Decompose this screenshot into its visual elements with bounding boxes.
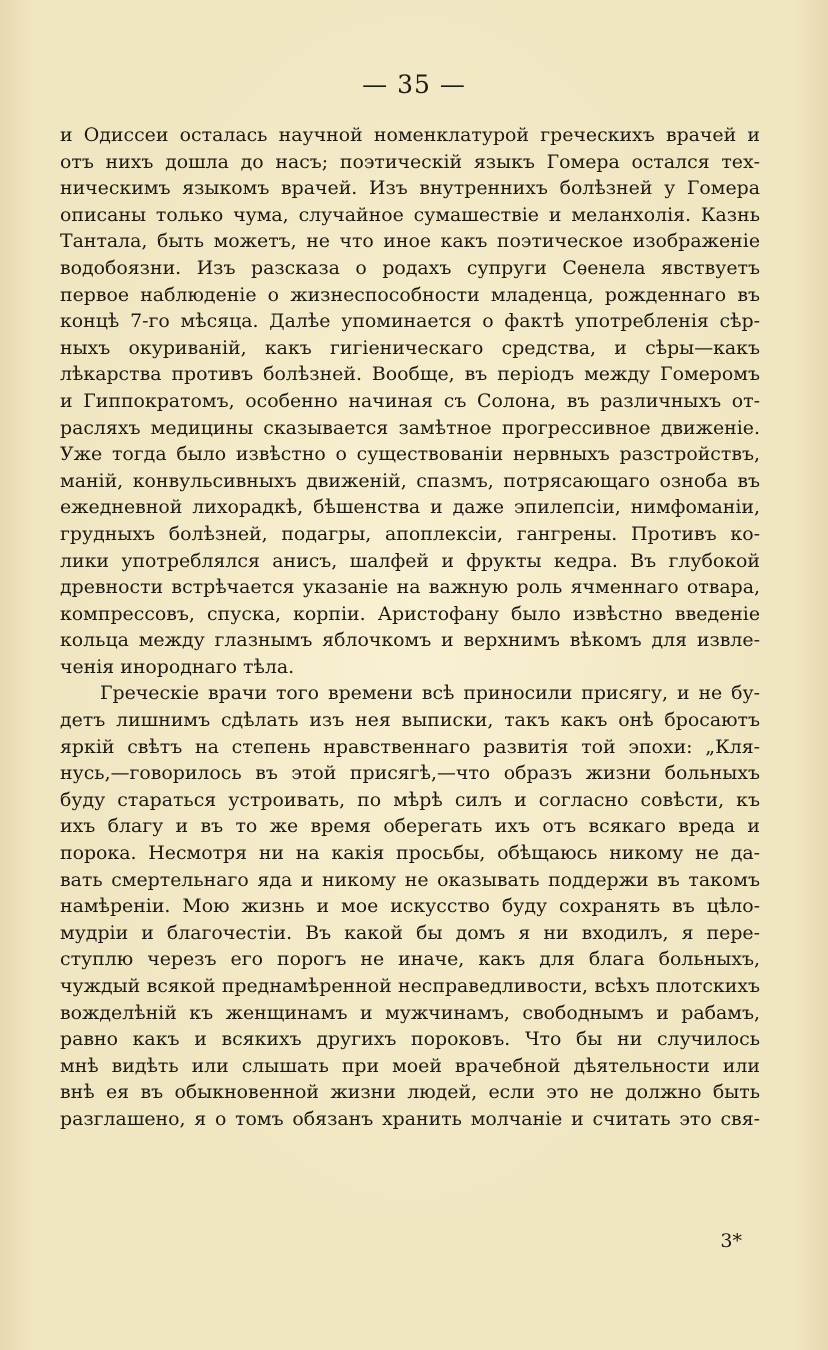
text-line: ихъ благу и въ то же время оберегать ихъ отъ всякаго вреда и xyxy=(60,815,760,838)
text-line: разглашено, я о томъ обязанъ хранить молчаніе и считать это свя- xyxy=(60,1107,760,1130)
text-line: концѣ 7-го мѣсяца. Далѣе упоминается о фактѣ употребленія сѣр- xyxy=(60,310,760,333)
text-line: описаны только чума, случайное сумашествіе и меланхолія. Казнь xyxy=(60,203,760,226)
text-line: ныхъ окуриваній, какъ гигіеническаго средства, и сѣры—какъ xyxy=(60,336,760,359)
text-line: маній, конвульсивныхъ движеній, спазмъ, потрясающаго озноба въ xyxy=(60,469,760,492)
text-line: порока. Несмотря ни на какія просьбы, обѣщаюсь никому не да- xyxy=(60,842,760,865)
text-line: вожделѣній къ женщинамъ и мужчинамъ, свободнымъ и рабамъ, xyxy=(60,1001,760,1024)
text-line: Уже тогда было извѣстно о существованіи нервныхъ разстройствъ, xyxy=(60,443,760,466)
text-line: водобоязни. Изъ разсказа о родахъ супруги Сѳенела явствуетъ xyxy=(60,256,760,279)
text-line: мудріи и благочестіи. Въ какой бы домъ я ни входилъ, я пере- xyxy=(60,921,760,944)
text-line: ническимъ языкомъ врачей. Изъ внутреннихъ болѣзней у Гомера xyxy=(60,177,760,200)
text-line: детъ лишнимъ сдѣлать изъ нея выписки, такъ какъ онѣ бросаютъ xyxy=(60,709,760,732)
page-number: — 35 — xyxy=(362,70,466,99)
text-line: кольца между глазнымъ яблочкомъ и верхнимъ вѣкомъ для извле- xyxy=(60,629,760,652)
text-line: яркій свѣтъ на степень нравственнаго развитія той эпохи: „Кля- xyxy=(60,735,760,758)
text-line: нусь,—говорилось въ этой присягѣ,—что образъ жизни больныхъ xyxy=(60,762,760,785)
text-line: намѣреніи. Мою жизнь и мое искусство буду сохранять въ цѣло- xyxy=(60,895,760,918)
text-line: отъ нихъ дошла до насъ; поэтическій языкъ Гомера остался тех- xyxy=(60,150,760,173)
text-line: вать смертельнаго яда и никому не оказывать поддержи въ такомъ xyxy=(60,868,760,891)
text-line: мнѣ видѣть или слышать при моей врачебной дѣятельности или xyxy=(60,1054,760,1077)
text-line: первое наблюденіе о жизнеспособности младенца, рожденнаго въ xyxy=(60,283,760,306)
text-line: лѣкарства противъ болѣзней. Вообще, въ періодъ между Гомеромъ xyxy=(60,363,760,386)
text-line: ступлю черезъ его порогъ не иначе, какъ для блага больныхъ, xyxy=(60,948,760,971)
body-text xyxy=(60,122,760,1133)
text-line: древности встрѣчается указаніе на важную роль ячменнаго отвара, xyxy=(60,576,760,599)
text-line: и Одиссеи осталась научной номенклатурой греческихъ врачей и xyxy=(60,124,760,146)
text-line: и Гиппократомъ, особенно начиная съ Солона, въ различныхъ от- xyxy=(60,389,760,412)
text-line: равно какъ и всякихъ другихъ пороковъ. Что бы ни случилось xyxy=(60,1028,760,1051)
text-line: ежедневной лихорадкѣ, бѣшенства и даже эпилепсіи, нимфоманіи, xyxy=(60,496,760,519)
text-line: внѣ ея въ обыкновенной жизни людей, если это не должно быть xyxy=(60,1081,760,1104)
text-line: расляхъ медицины сказывается замѣтное прогрессивное движеніе. xyxy=(60,416,760,439)
text-line-paragraph-start: Греческіе врачи того времени всѣ приносили присягу, и не бу- xyxy=(100,682,760,705)
text-line: компрессовъ, спуска, корпіи. Аристофану было извѣстно введеніе xyxy=(60,602,760,625)
text-line-paragraph-end: ченія инороднаго тѣла. xyxy=(60,655,295,678)
text-line: Тантала, быть можетъ, не что иное какъ поэтическое изображеніе xyxy=(60,230,760,253)
text-line: лики употреблялся анисъ, шалфей и фрукты кедра. Въ глубокой xyxy=(60,549,760,572)
text-line: чуждый всякой преднамѣренной несправедливости, всѣхъ плотскихъ xyxy=(60,975,760,997)
text-line: грудныхъ болѣзней, подагры, апоплексіи, гангрены. Противъ ко- xyxy=(60,522,760,545)
signature-mark: 3* xyxy=(720,1230,742,1252)
text-line: буду стараться устроивать, по мѣрѣ силъ и согласно совѣсти, къ xyxy=(60,788,760,811)
